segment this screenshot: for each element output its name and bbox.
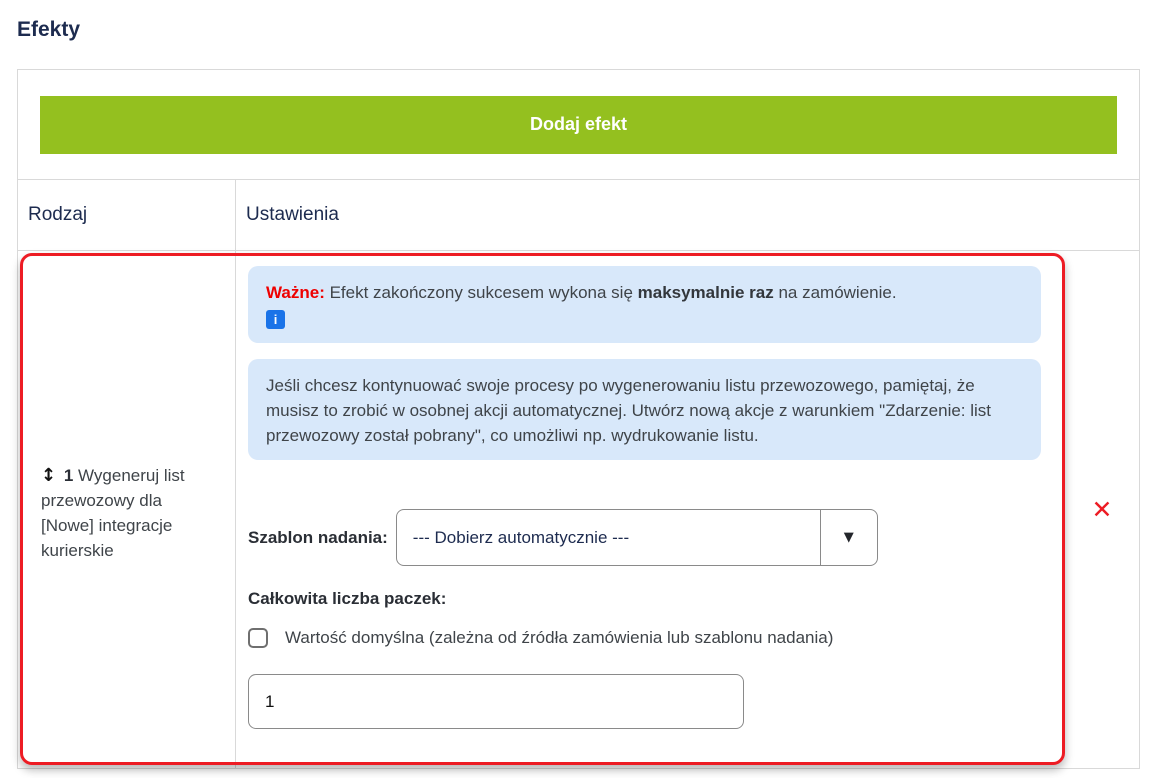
delete-effect-icon[interactable]: ✕ [1091,495,1113,524]
column-header-actions [1065,180,1139,250]
default-value-checkbox-row [248,628,1041,648]
important-text-bold: maksymalnie raz [637,283,774,302]
panel-toolbar [18,70,1139,180]
important-notice-text [266,280,1023,305]
info-tooltip-icon[interactable]: i [266,310,285,329]
important-text-2: na zamówienie. [773,283,897,302]
default-value-checkbox-label: Wartość domyślna (zależna od źródła zamówienia lub szablonu nadania) [285,628,834,647]
shipping-template-label: Szablon nadania: [248,527,388,547]
effect-table-row [18,251,1139,768]
process-info-text: Jeśli chcesz kontynuować swoje procesy po wygenerowaniu listu przewozowego, pamiętaj, że musisz to zrobić w osobnej akcji automatycznej. Utwórz nową akcje z warunkiem "Zdarzenie: list przewozowy został pobrany", co umożliwi np. wydrukowanie listu. [266,376,992,445]
package-count-input[interactable] [248,674,744,729]
effect-type-cell [18,251,236,768]
chevron-down-icon: ▼ [843,530,854,545]
effect-settings-cell [236,251,1065,768]
package-count-label: Całkowita liczba paczek: [248,589,447,608]
column-header-type: Rodzaj [18,180,236,250]
important-notice [248,266,1041,343]
add-effect-button[interactable]: Dodaj efekt [40,96,1117,154]
effect-type-label: Wygeneruj list przewozowy dla [Nowe] integracje kurierskie [41,466,185,560]
effect-order-number: 1 [63,466,74,485]
drag-handle-icon[interactable]: ↕ [41,465,57,486]
default-value-checkbox[interactable] [248,628,268,648]
page-title: Efekty [17,18,81,41]
shipping-template-selected-value: --- Dobierz automatycznie --- [412,527,630,547]
shipping-template-row [248,509,1041,566]
shipping-template-select-arrow-zone[interactable] [820,510,877,565]
table-header-row [18,180,1139,251]
important-label: Ważne: [266,283,325,302]
important-text-1: Efekt zakończony sukcesem wykona się [324,283,638,302]
effect-actions-cell [1065,251,1139,768]
process-info-notice [248,359,1041,460]
column-header-settings: Ustawienia [246,204,339,225]
effects-panel [17,69,1140,769]
shipping-template-select[interactable] [396,509,878,566]
